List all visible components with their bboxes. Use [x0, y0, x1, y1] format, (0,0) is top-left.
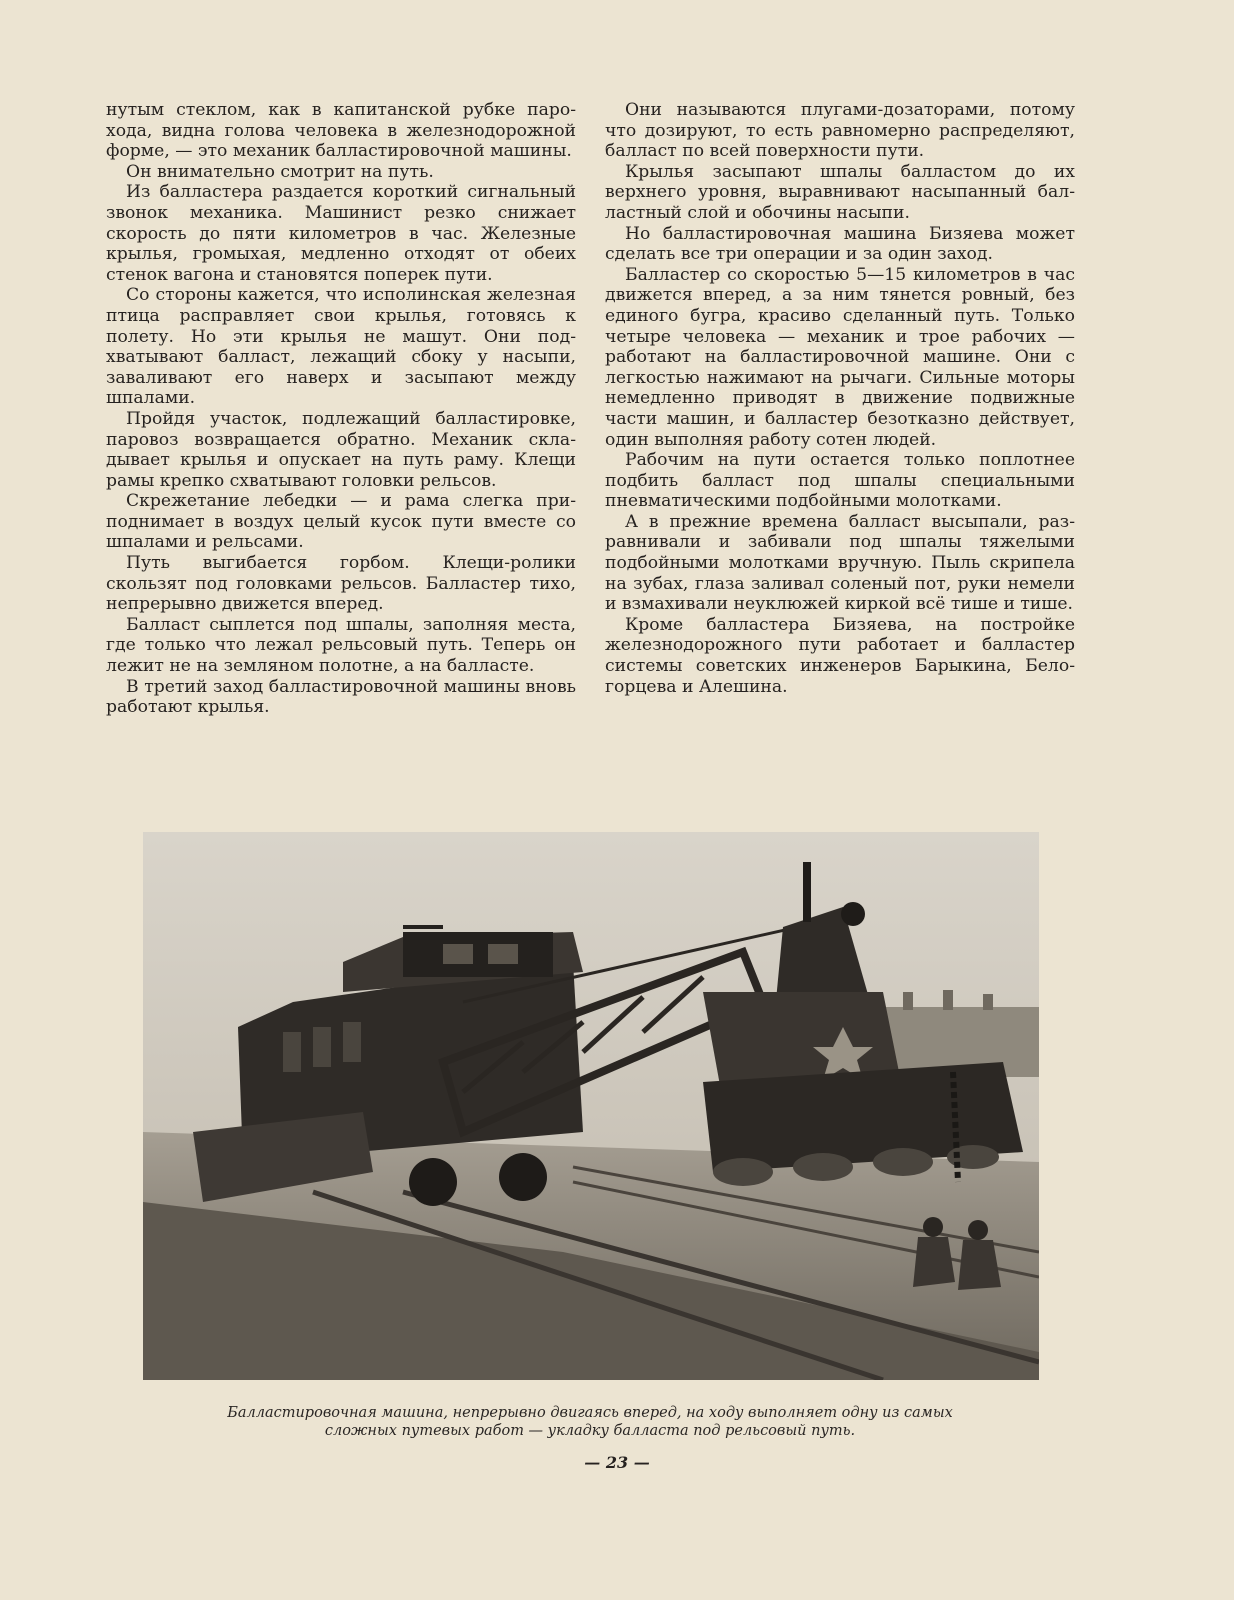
paragraph: Рабочим на пути остается только поплотнее подбить балласт под шпалы специальными пневматическими подбойными молотками. — [605, 450, 1075, 512]
paragraph: Кроме балластера Бизяева, на постройке железнодорожного пути работает и балластер системы советских инженеров Барыкина, Белогорцева и Алешина. — [605, 614, 1075, 697]
figure-caption — [150, 1404, 1030, 1440]
right-text-column — [605, 100, 1075, 697]
paragraph: нутым стеклом, как в капитанской рубке парохода, видна голова человека в железнодорожной форме, — это механик балластировочной машины. — [106, 100, 576, 162]
ballast-machine-photo — [143, 832, 1039, 1380]
paragraph: Балластер со скоростью 5—15 километров в час движется вперед, а за ним тянется ровный, без единого бугра, красиво сделанный путь. Только четыре человека — механик и трое рабочих — работают на балластировочной машине. Они с легкостью нажимают на рычаги. Сильные моторы немедленно приводят в движение подвижные части машин, и балластер безотказно действует, один выполняя работу сотен людей. — [605, 264, 1075, 450]
paragraph: Они называются плугами-дозаторами, потому что дозируют, то есть равномерно распределяют, балласт по всей поверхности пути. — [605, 100, 1075, 162]
paragraph: Крылья засыпают шпалы балластом до их верхнего уровня, выравнивают насыпанный балластный слой и обочины насыпи. — [605, 161, 1075, 223]
caption-line: сложных путевых работ — укладку балласта под рельсовый путь. — [324, 1423, 856, 1439]
caption-line: Балластировочная машина, непрерывно двигаясь вперед, на ходу выполняет одну из самых — [227, 1405, 953, 1421]
paragraph: Пройдя участок, подлежащий балластировке, паровоз возвращается обратно. Механик складывает крылья и опускает на путь раму. Клещи рамы крепко схватывают головки рельсов. — [106, 408, 576, 491]
paragraph: Скрежетание лебедки — и рама слегка приподнимает в воздух целый кусок пути вместе со шпалами и рельсами. — [106, 491, 576, 553]
paragraph: Балласт сыплется под шпалы, заполняя места, где только что лежал рельсовый путь. Теперь он лежит не на земляном полотне, а на балласте. — [106, 614, 576, 677]
paragraph: Он внимательно смотрит на путь. — [126, 161, 434, 182]
left-text-column — [106, 100, 576, 718]
paragraph: Но балластировочная машина Бизяева может сделать все три операции и за один заход. — [605, 223, 1075, 265]
paragraph: Со стороны кажется, что исполинская железная птица расправляет свои крылья, готовясь к полету. Но эти крылья не машут. Они подхватывают балласт, лежащий сбоку у насыпи, заваливают его наверх и засыпают между шпалами. — [106, 285, 576, 409]
paragraph: В третий заход балластировочной машины вновь работают крылья. — [106, 676, 576, 718]
paragraph: Путь выгибается горбом. Клещи-ролики скользят под головками рельсов. Балластер тихо, непрерывно движется вперед. — [106, 553, 576, 615]
page-number: — 23 — — [584, 1453, 650, 1472]
paragraph: Из балластера раздается короткий сигнальный звонок механика. Машинист резко снижает скорость до пяти километров в час. Железные крылья, громыхая, медленно отходят от обеих стенок вагона и становятся поперек пути. — [106, 182, 576, 285]
paragraph: А в прежние времена балласт высыпали, разравнивали и забивали под шпалы тяжелыми подбойными молотками вручную. Пыль скрипела на зубах, глаза заливал соленый пот, руки немели и взмахивали неуклюжей киркой всё тише и тише. — [605, 511, 1075, 615]
